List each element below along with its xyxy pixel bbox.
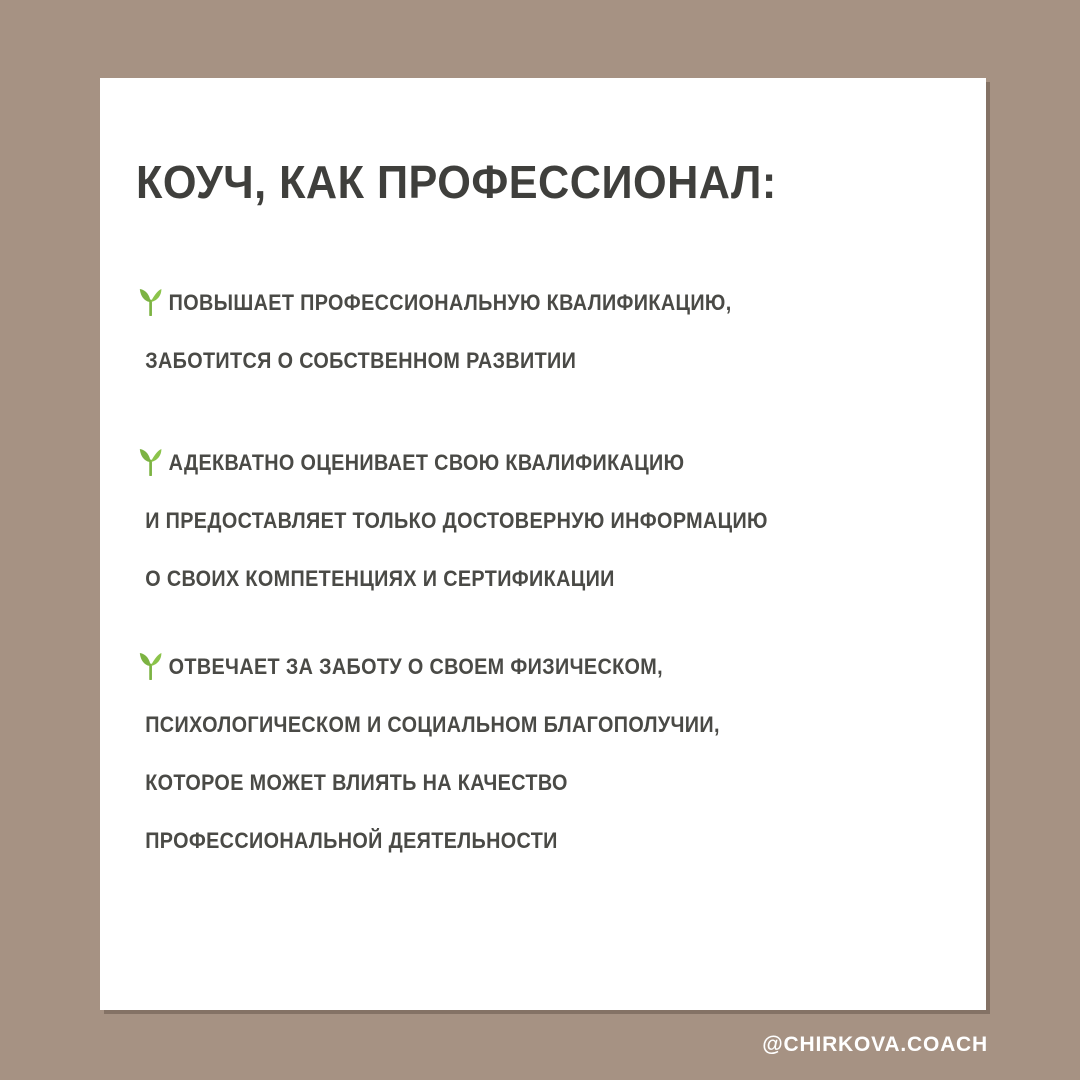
list-item-line: И ПРЕДОСТАВЛЯЕТ ТОЛЬКО ДОСТОВЕРНУЮ ИНФОРМАЦИЮ xyxy=(145,508,768,533)
page-title: КОУЧ, КАК ПРОФЕССИОНАЛ: xyxy=(136,156,777,208)
list-item xyxy=(138,274,798,390)
author-handle: @CHIRKOVA.COACH xyxy=(762,1033,988,1056)
list-item-line: ОТВЕЧАЕТ ЗА ЗАБОТУ О СВОЕМ ФИЗИЧЕСКОМ, xyxy=(138,638,720,696)
list-item-line: О СВОИХ КОМПЕТЕНЦИЯХ И СЕРТИФИКАЦИИ xyxy=(145,566,615,591)
list-item-line: ЗАБОТИТСЯ О СОБСТВЕННОМ РАЗВИТИИ xyxy=(145,348,577,373)
content-card xyxy=(100,78,986,1010)
list-item-line: АДЕКВАТНО ОЦЕНИВАЕТ СВОЮ КВАЛИФИКАЦИЮ xyxy=(138,434,768,492)
list-item-line: ПОВЫШАЕТ ПРОФЕССИОНАЛЬНУЮ КВАЛИФИКАЦИЮ, xyxy=(138,274,732,332)
list-item xyxy=(138,638,785,870)
sprout-icon xyxy=(138,286,163,316)
list-item-line: ПРОФЕССИОНАЛЬНОЙ ДЕЯТЕЛЬНОСТИ xyxy=(145,828,558,853)
sprout-icon xyxy=(138,446,163,476)
sprout-icon xyxy=(138,650,163,680)
list-item-line: КОТОРОЕ МОЖЕТ ВЛИЯТЬ НА КАЧЕСТВО xyxy=(145,770,568,795)
list-item xyxy=(138,434,838,608)
list-item-line: ПСИХОЛОГИЧЕСКОМ И СОЦИАЛЬНОМ БЛАГОПОЛУЧИИ, xyxy=(145,712,720,737)
